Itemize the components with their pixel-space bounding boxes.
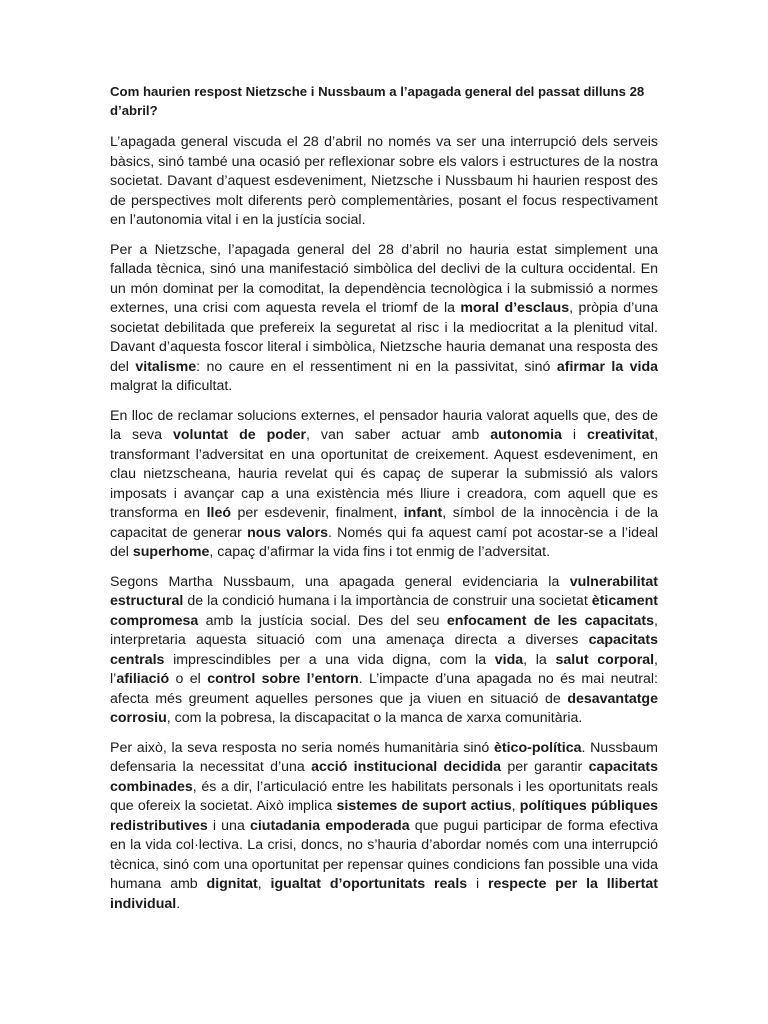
bold-term: afirmar la vida bbox=[556, 358, 659, 375]
bold-term: desavantatge corrosiu bbox=[110, 690, 658, 726]
bold-term: acció institucional decidida bbox=[311, 759, 502, 775]
text-run: , bbox=[257, 876, 271, 892]
paragraph bbox=[110, 241, 658, 397]
bold-term: lleó bbox=[206, 505, 232, 521]
text-run: amb la justícia social. Des del seu bbox=[198, 612, 447, 629]
text-run: , van saber actuar amb bbox=[306, 427, 491, 443]
bold-term: afiliació bbox=[116, 671, 170, 687]
bold-term: èticament compromesa bbox=[110, 593, 658, 629]
document-page bbox=[110, 82, 658, 924]
text-run: per esdevenir, finalment, bbox=[231, 505, 404, 521]
bold-term: igualtat d’oportunitats reals bbox=[270, 876, 468, 892]
document-body bbox=[110, 133, 658, 914]
bold-term: ciutadania empoderada bbox=[249, 817, 410, 834]
document-title: Com haurien respost Nietzsche i Nussbaum a l’apagada general del passat dilluns 28 d’abril? bbox=[110, 84, 645, 118]
bold-term: vulnerabilitat estructural bbox=[110, 573, 658, 609]
text-run: i una bbox=[207, 817, 250, 834]
text-run: de la condició humana i la importància de construir una societat bbox=[183, 593, 592, 609]
bold-term: autonomia bbox=[490, 427, 562, 443]
bold-term: nous valors bbox=[247, 524, 328, 541]
bold-term: ètico-política bbox=[494, 739, 582, 756]
bold-term: creativitat bbox=[587, 427, 655, 443]
text-run: , com la pobresa, la discapacitat o la manca de xarxa comunitària. bbox=[166, 710, 583, 726]
text-run: i bbox=[561, 427, 588, 443]
bold-term: infant bbox=[403, 505, 443, 521]
text-run: . Nussbaum defensaria la necessitat d’una bbox=[110, 739, 658, 775]
bold-term: vitalisme bbox=[135, 358, 197, 375]
text-run: , capaç d’afirmar la vida fins i tot enmig de l’adversitat. bbox=[209, 544, 551, 560]
text-run: : no caure en el ressentiment ni en la passivitat, sinó bbox=[196, 358, 557, 375]
bold-term: dignitat bbox=[206, 876, 258, 892]
text-run: , l’ bbox=[110, 651, 658, 687]
text-run: , interpretaria aquesta situació com una amenaça directa a diverses bbox=[110, 612, 658, 648]
text-run: , bbox=[511, 798, 520, 814]
text-run: que pugui participar de forma efectiva en la vida col·lectiva. La crisi, doncs, no s’hauria d’abordar només com una interrupció tècnica, sinó com una oportunitat per repensar quines condicions fan possible una vida humana amb bbox=[110, 817, 659, 892]
text-run: L’apagada general viscuda el 28 d’abril no només va ser una interrupció dels serveis bàsics, sinó també una ocasió per reflexionar sobre els valors i estructures de la nostra societat. Davant d’aquest esdeveniment, Nietzsche i Nussbaum hi haurien respost des de perspectives molt diferents però complementàries, posant el focus respectivament en l’autonomia vital i en la justícia social. bbox=[110, 134, 658, 228]
text-run: , símbol de la innocència i de la capacitat de generar bbox=[110, 505, 658, 541]
paragraph bbox=[110, 133, 658, 231]
text-run: Segons Martha Nussbaum, una apagada general evidenciaria la bbox=[110, 573, 570, 590]
text-run: malgrat la dificultat. bbox=[110, 378, 233, 394]
text-run: . L’impacte d’una apagada no és mai neutral: afecta més greument aquelles persones que ja viuen en situació de bbox=[110, 671, 658, 707]
bold-term: respecte per la llibertat individual bbox=[110, 876, 658, 912]
bold-term: salut corporal bbox=[555, 651, 655, 668]
text-run: En lloc de reclamar solucions externes, el pensador hauria valorat aquells que, des de la seva bbox=[110, 407, 658, 443]
text-run: i bbox=[467, 876, 488, 892]
text-run: , pròpia d’una societat debilitada que prefereix la seguretat al risc i la mediocritat a la plenitud vital. Davant d’aquesta foscor literal i simbòlica, Nietzsche hauria demanat una resposta des del bbox=[110, 300, 658, 375]
paragraph bbox=[110, 573, 658, 729]
paragraph bbox=[110, 407, 658, 563]
bold-term: sistemes de suport actius bbox=[336, 798, 512, 814]
text-run: per garantir bbox=[501, 759, 589, 775]
bold-term: capacitats combinades bbox=[110, 759, 658, 795]
bold-term: polítiques públiques redistributives bbox=[110, 798, 659, 834]
bold-term: superhome bbox=[132, 544, 210, 560]
text-run: , la bbox=[523, 651, 556, 668]
bold-term: enfocament de les capacitats bbox=[446, 612, 655, 629]
text-run: o el bbox=[169, 671, 208, 687]
text-run: . bbox=[176, 895, 181, 912]
text-run: Per això, la seva resposta no seria només humanitària sinó bbox=[110, 739, 494, 756]
bold-term: capacitats centrals bbox=[110, 632, 658, 668]
paragraph bbox=[110, 739, 658, 915]
text-run: imprescindibles per a una vida digna, com la bbox=[164, 651, 495, 668]
text-run: , transformant l’adversitat en una oportunitat de creixement. Aquest esdeveniment, en clau nietzscheana, hauria revelat qui és capaç de superar la submissió als valors imposats i avançar cap a una existència més lliure i creadora, com aquell que es transforma en bbox=[110, 427, 659, 521]
bold-term: control sobre l’entorn bbox=[207, 671, 359, 687]
text-run: Per a Nietzsche, l’apagada general del 28 d’abril no hauria estat simplement una fallada tècnica, sinó una manifestació simbòlica del declivi de la cultura occidental. En un món dominat per la comoditat, la dependència tecnològica i la submissió a normes externes, una crisi com aquesta revela el triomf de la bbox=[110, 241, 658, 316]
text-run: . Només qui fa aquest camí pot acostar-se a l’ideal del bbox=[110, 524, 658, 560]
text-run: , és a dir, l’articulació entre les habilitats personals i les oportunitats reals que ofereix la societat. Això implica bbox=[110, 778, 658, 814]
bold-term: vida bbox=[494, 651, 524, 668]
bold-term: moral d’esclaus bbox=[460, 300, 570, 316]
bold-term: voluntat de poder bbox=[172, 427, 307, 443]
